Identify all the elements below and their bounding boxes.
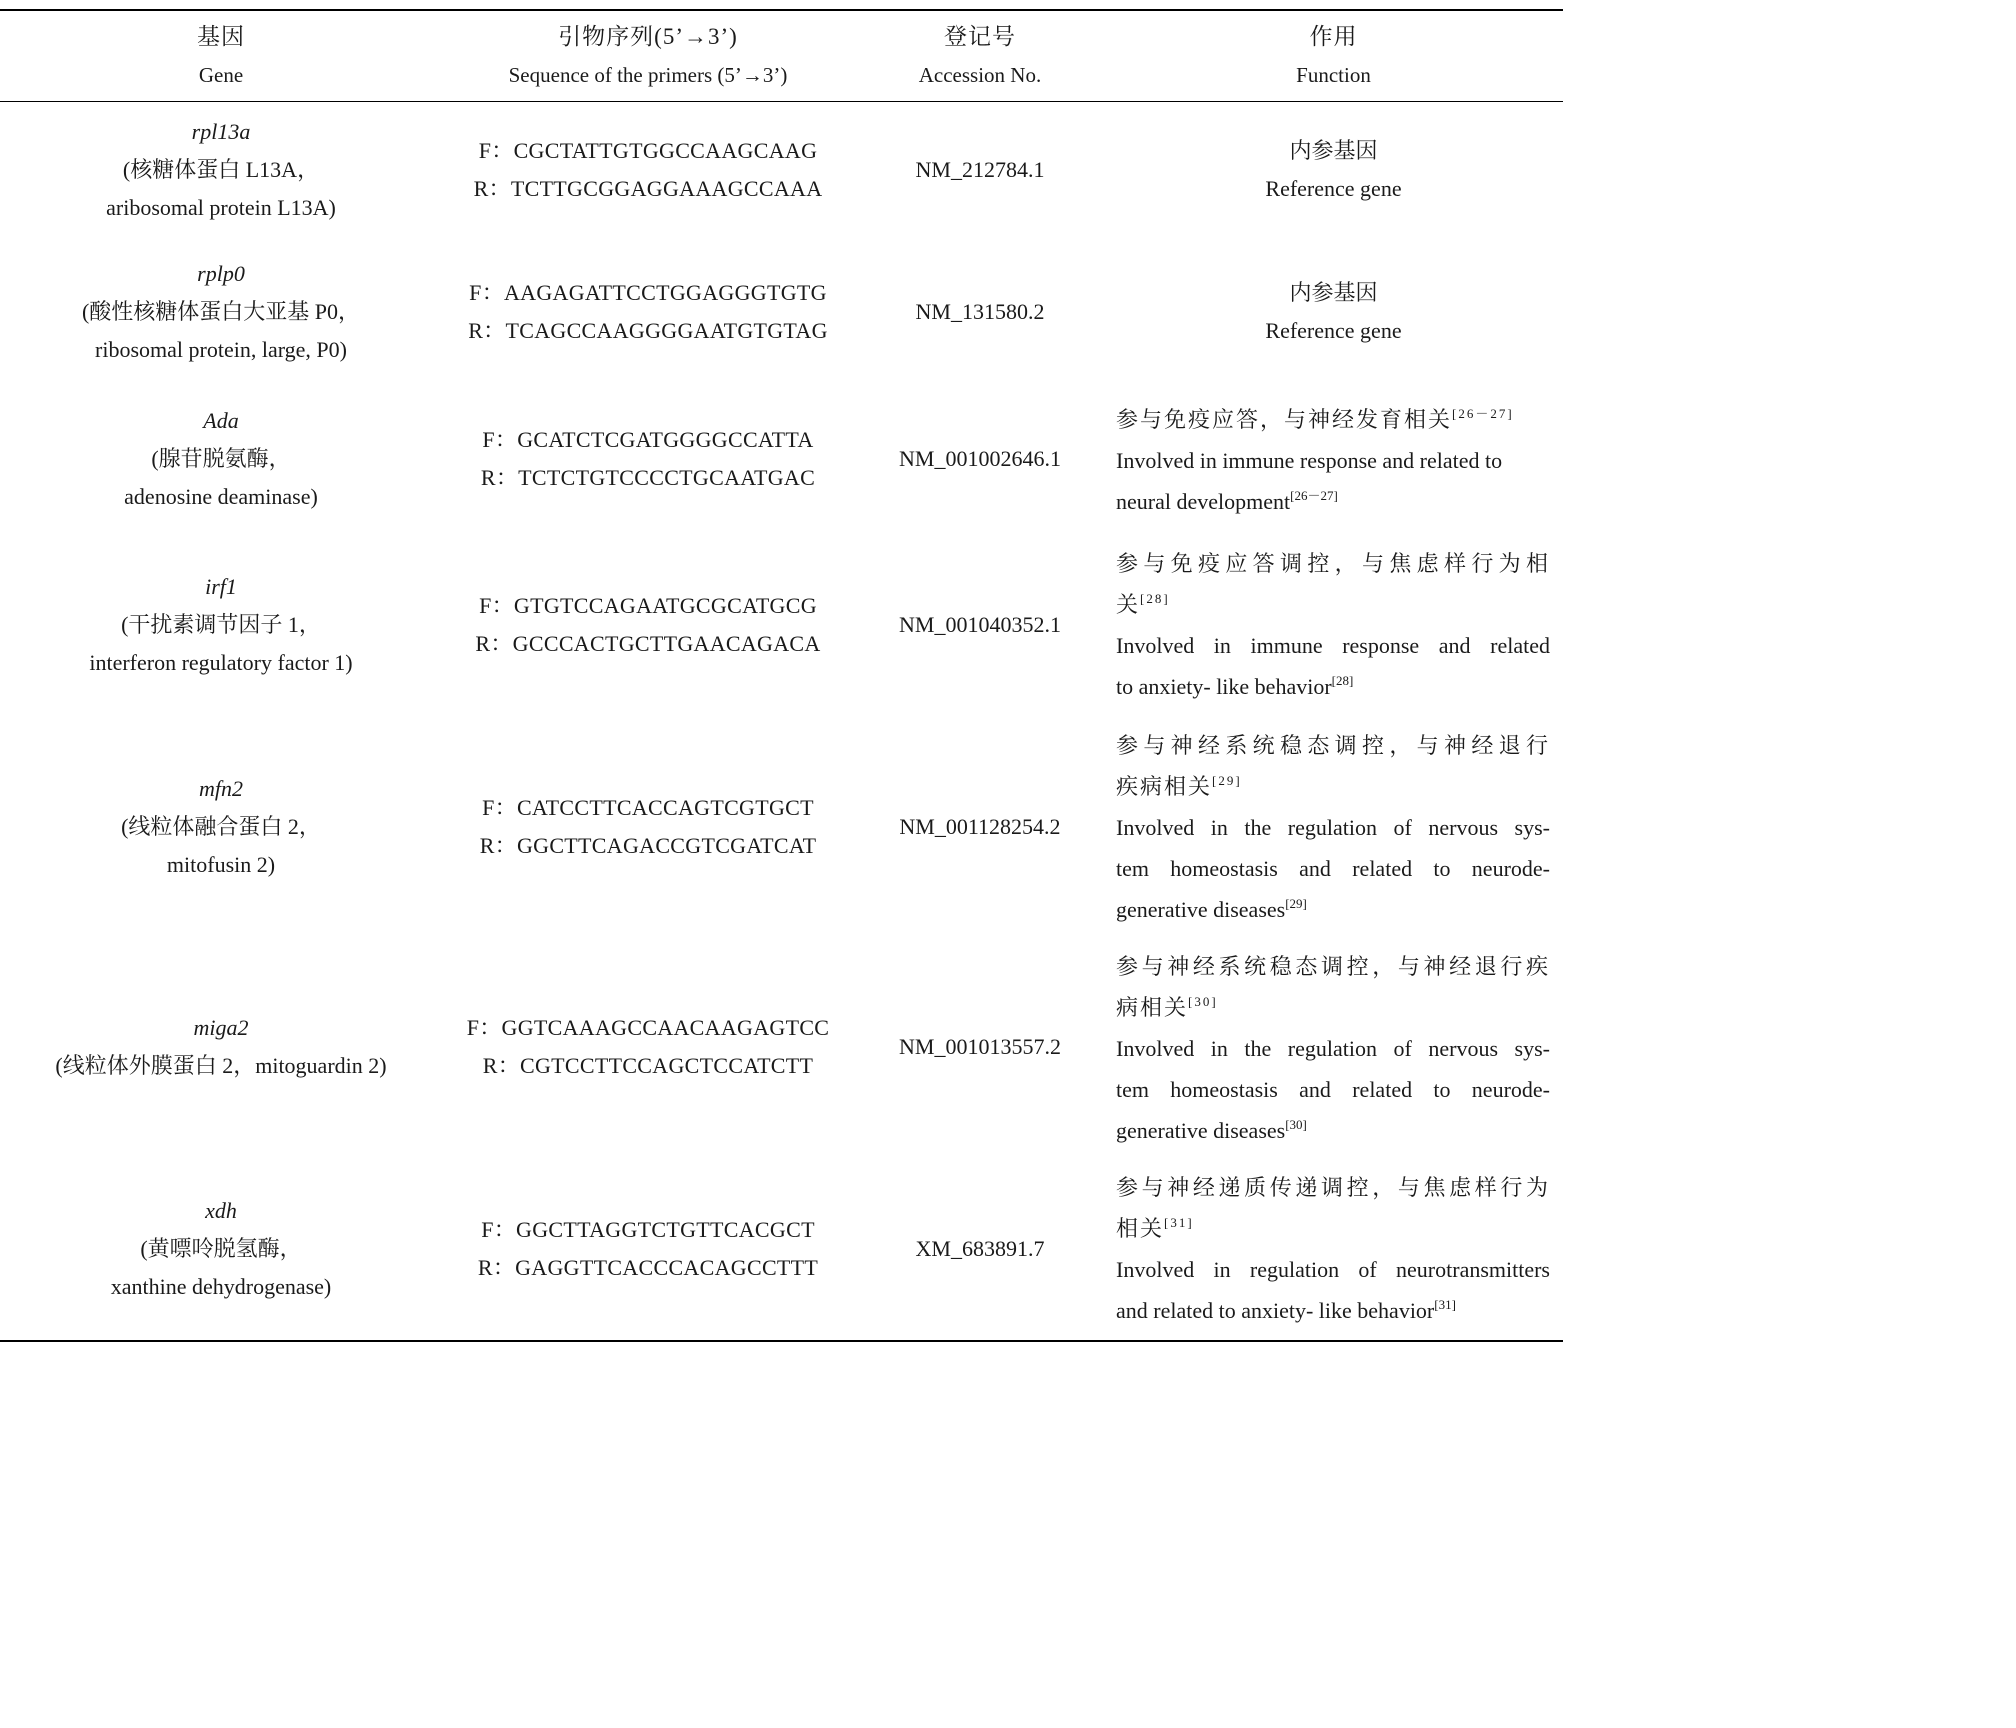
table-row-miga2-function (1116, 946, 1550, 1151)
header-accession (860, 18, 1100, 94)
accession-number: NM_001040352.1 (899, 612, 1061, 637)
primer-forward: F：AAGAGATTCCTGGAGGGTGTG (469, 280, 827, 305)
function-line: 参与神经系统稳态调控，与神经退行 (1116, 733, 1550, 758)
primer-forward: F：GGCTTAGGTCTGTTCACGCT (481, 1217, 815, 1242)
primer-reverse: R：GAGGTTCACCCACAGCCTTT (477, 1255, 819, 1280)
function-line: 参与免疫应答调控，与焦虑样行为相 (1116, 551, 1550, 576)
function-text: 参与免疫应答，与神经发育相关 (1116, 407, 1453, 432)
function-line: tem homeostasis and related to neurode- (1116, 856, 1550, 881)
primer-forward: F：CATCCTTCACCAGTCGTGCT (482, 795, 814, 820)
function-line (1116, 584, 1550, 625)
accession-number: NM_001128254.2 (899, 814, 1061, 839)
function-line (1116, 399, 1550, 440)
table-row-rplp0-function (1104, 274, 1563, 350)
function-cn: 内参基因 (1289, 280, 1378, 305)
function-line (1116, 1208, 1550, 1249)
gene-desc-cn: (干扰素调节因子 1， (121, 612, 321, 637)
accession-number: NM_001002646.1 (899, 446, 1061, 471)
header-gene-en: Gene (198, 63, 244, 87)
function-line (1116, 666, 1550, 707)
function-text: 病相关 (1116, 995, 1189, 1020)
gene-name: Ada (203, 408, 239, 433)
header-primer (442, 18, 854, 94)
function-text: 关 (1116, 592, 1141, 617)
function-line: Involved in the regulation of nervous sys- (1116, 1036, 1550, 1061)
header-function-en: Function (1296, 63, 1371, 87)
table-row-miga2-primers (442, 1009, 854, 1085)
function-line (1116, 766, 1550, 807)
citation: [31] (1434, 1297, 1456, 1312)
function-line (1116, 1110, 1550, 1151)
citation: [29] (1285, 896, 1307, 911)
citation: [30] (1285, 1117, 1307, 1132)
function-en: Reference gene (1265, 176, 1402, 201)
function-line (1116, 987, 1550, 1028)
function-line: Involved in the regulation of nervous sys- (1116, 815, 1550, 840)
citation: [26－27] (1290, 488, 1338, 503)
table-top-rule (0, 9, 1563, 11)
table-row-rpl13a-primers (442, 132, 854, 208)
gene-desc-cn: (腺苷脱氨酶， (151, 446, 291, 471)
table-row-rplp0-primers (442, 274, 854, 350)
table-bottom-rule (0, 1340, 1563, 1342)
primer-forward: F：GGTCAAAGCCAACAAGAGTCC (466, 1015, 830, 1040)
table-header-rule (0, 101, 1563, 102)
function-line: Involved in immune response and related to (1116, 448, 1503, 473)
function-text: generative diseases (1116, 1118, 1286, 1143)
gene-name: mfn2 (199, 776, 243, 801)
citation: [28] (1331, 673, 1354, 688)
table-row-miga2-gene (0, 1009, 442, 1085)
accession-number: NM_001013557.2 (899, 1034, 1061, 1059)
citation: [31] (1164, 1215, 1194, 1230)
primer-reverse: R：GCCCACTGCTTGAACAGACA (475, 631, 821, 656)
gene-desc-cn: (黄嘌呤脱氢酶， (140, 1236, 302, 1261)
primer-reverse: R：TCTCTGTCCCCTGCAATGAC (480, 465, 816, 490)
primer-forward: F：GTGTCCAGAATGCGCATGCG (479, 593, 817, 618)
function-line (1116, 1290, 1550, 1331)
gene-name: irf1 (205, 574, 237, 599)
table-row-xdh-primers (442, 1211, 854, 1287)
header-gene-cn: 基因 (197, 24, 245, 49)
accession-number: XM_683891.7 (915, 1236, 1045, 1261)
function-line (1116, 481, 1550, 522)
table-row-ada-gene (0, 402, 442, 516)
header-function (1104, 18, 1563, 94)
gene-desc-en: adenosine deaminase) (124, 484, 318, 509)
table-row-ada-primers (442, 421, 854, 497)
citation: [28] (1140, 591, 1170, 606)
accession-number: NM_131580.2 (915, 299, 1045, 324)
function-text: neural development (1116, 489, 1291, 514)
function-en: Reference gene (1265, 318, 1402, 343)
gene-name: miga2 (193, 1015, 249, 1040)
gene-desc-en: interferon regulatory factor 1) (89, 650, 353, 675)
gene-desc-en: xanthine dehydrogenase) (110, 1274, 332, 1299)
function-text: to anxiety- like behavior (1116, 674, 1332, 699)
function-text: and related to anxiety- like behavior (1116, 1298, 1435, 1323)
table-row-ada-function (1116, 399, 1550, 522)
accession-number: NM_212784.1 (915, 157, 1045, 182)
function-line: tem homeostasis and related to neurode- (1116, 1077, 1550, 1102)
table-row-rpl13a-function (1104, 132, 1563, 208)
primer-forward: F：GCATCTCGATGGGGCCATTA (482, 427, 814, 452)
table-row-mfn2-function (1116, 725, 1550, 930)
primer-reverse: R：CGTCCTTCCAGCTCCATCTT (482, 1053, 814, 1078)
header-primer-en: Sequence of the primers (5’→3’) (508, 63, 788, 87)
function-text: 疾病相关 (1116, 774, 1213, 799)
citation: [30] (1188, 994, 1218, 1009)
table-row-irf1-primers (442, 587, 854, 663)
function-cn: 内参基因 (1289, 138, 1378, 163)
gene-desc-en: aribosomal protein L13A) (106, 195, 336, 220)
header-accession-en: Accession No. (918, 63, 1042, 87)
primer-reverse: R：TCTTGCGGAGGAAAGCCAAA (473, 176, 823, 201)
gene-desc-cn: (线粒体外膜蛋白 2，mitoguardin 2) (55, 1053, 387, 1078)
table-row-irf1-function (1116, 543, 1550, 707)
table-row-rplp0-gene (0, 255, 442, 369)
header-primer-cn: 引物序列(5’→3’) (558, 24, 738, 49)
gene-desc-cn: (线粒体融合蛋白 2， (121, 814, 321, 839)
primer-reverse: R：TCAGCCAAGGGGAATGTGTAG (468, 318, 828, 343)
header-gene (0, 18, 442, 94)
function-text: generative diseases (1116, 897, 1286, 922)
function-line: Involved in immune response and related (1116, 633, 1550, 658)
table-row-xdh-gene (0, 1192, 442, 1306)
function-line: Involved in regulation of neurotransmitters (1116, 1257, 1550, 1282)
header-accession-cn: 登记号 (944, 24, 1016, 49)
table-row-irf1-gene (0, 568, 442, 682)
function-line (1116, 889, 1550, 930)
function-line: 参与神经系统稳态调控，与神经退行疾 (1116, 954, 1550, 979)
function-text: 相关 (1116, 1216, 1165, 1241)
primer-forward: F：CGCTATTGTGGCCAAGCAAG (478, 138, 818, 163)
gene-name: xdh (205, 1198, 237, 1223)
primer-reverse: R：GGCTTCAGACCGTCGATCAT (479, 833, 817, 858)
gene-desc-en: mitofusin 2) (166, 852, 276, 877)
table-row-mfn2-gene (0, 770, 442, 884)
gene-desc-cn: (核糖体蛋白 L13A， (122, 157, 320, 182)
header-function-cn: 作用 (1309, 24, 1358, 49)
citation: [26－27] (1452, 406, 1514, 421)
gene-name: rplp0 (197, 261, 245, 286)
function-line: 参与神经递质传递调控，与焦虑样行为 (1116, 1175, 1550, 1200)
table-row-rpl13a-gene (0, 113, 442, 227)
gene-desc-en: ribosomal protein, large, P0) (95, 337, 347, 362)
citation: [29] (1212, 773, 1242, 788)
gene-desc-cn: (酸性核糖体蛋白大亚基 P0， (81, 299, 361, 324)
table-row-mfn2-primers (442, 789, 854, 865)
table-row-xdh-function (1116, 1167, 1550, 1331)
gene-name: rpl13a (191, 119, 251, 144)
